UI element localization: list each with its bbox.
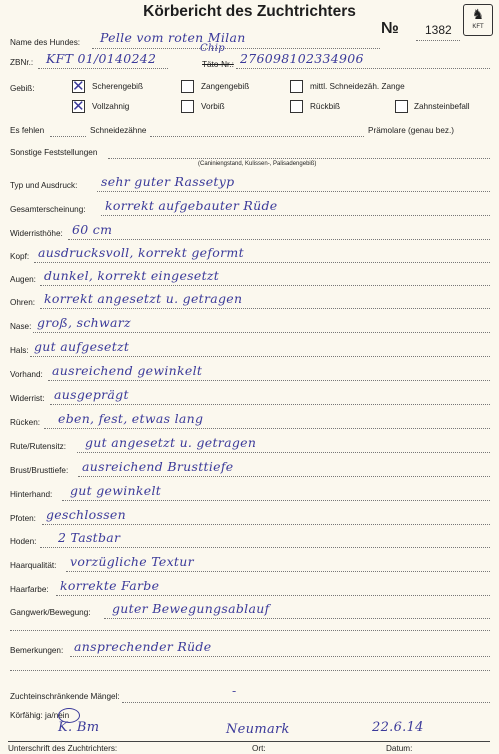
praemolare-label: Prämolare (genau bez.) xyxy=(368,126,455,135)
row-value-rute[interactable]: gut angesetzt u. getragen xyxy=(85,435,257,450)
sonstige-label: Sonstige Feststellungen xyxy=(10,148,98,157)
dog-name-value[interactable]: Pelle vom roten Milan xyxy=(100,30,246,45)
es-fehlen-label: Es fehlen xyxy=(10,126,45,135)
vollzahnig-checkbox[interactable] xyxy=(72,97,85,115)
row-label-augen: Augen: xyxy=(10,275,36,284)
sonstige-note: (Caniniengstand, Kulissen-, Palisadengebiß) xyxy=(198,161,317,167)
number-value: 1382 xyxy=(425,23,452,37)
row-label-brust: Brust/Brusttiefe: xyxy=(10,466,69,475)
row-value-ruecken[interactable]: eben, fest, etwas lang xyxy=(58,411,204,426)
zb-value[interactable]: KFT 01/0140242 xyxy=(46,51,157,66)
row-value-bemerkungen[interactable]: ansprechender Rüde xyxy=(74,639,212,654)
form-title: Körbericht des Zuchtrichters xyxy=(143,3,356,20)
row-label-rute: Rute/Rutensitz: xyxy=(10,442,66,451)
rueckbiss-label: Rückbiß xyxy=(310,102,341,111)
maengel-label: Zuchteinschränkende Mängel: xyxy=(10,692,120,701)
row-label-kopf: Kopf: xyxy=(10,252,30,261)
row-value-hinterhand[interactable]: gut gewinkelt xyxy=(70,483,162,498)
row-value-typ[interactable]: sehr guter Rassetyp xyxy=(101,174,235,189)
number-label: № xyxy=(381,20,399,37)
schneidezaehne-label: Schneidezähne xyxy=(90,126,147,135)
zb-label: ZBNr.: xyxy=(10,58,34,67)
check-mark-icon: ✕ xyxy=(72,77,85,95)
row-value-brust[interactable]: ausreichend Brusttiefe xyxy=(82,459,234,474)
row-label-haarfarbe: Haarfarbe: xyxy=(10,585,49,594)
datum-value[interactable]: 22.6.14 xyxy=(372,720,424,735)
row-label-nase: Nase: xyxy=(10,322,32,331)
signature-label: Unterschrift des Zuchtrichters: xyxy=(8,744,118,753)
chip-value[interactable]: 276098102334906 xyxy=(240,51,364,66)
mittl-schneidezaehne-checkbox[interactable] xyxy=(290,80,303,93)
row-label-widerrist: Widerrist: xyxy=(10,394,45,403)
row-value-haarqualitaet[interactable]: vorzügliche Textur xyxy=(70,554,194,569)
signature-value[interactable]: K. Bm xyxy=(58,720,100,735)
row-value-gangwerk[interactable]: guter Bewegungsablauf xyxy=(112,601,270,616)
row-value-augen[interactable]: dunkel, korrekt eingesetzt xyxy=(44,268,220,283)
row-label-gangwerk: Gangwerk/Bewegung: xyxy=(10,608,91,617)
scherengebiss-checkbox[interactable] xyxy=(72,77,85,95)
logo-text: KFT xyxy=(472,24,484,30)
scherengebiss-label: Scherengebiß xyxy=(92,82,143,91)
row-label-widerristhoehe: Widerristhöhe: xyxy=(10,229,63,238)
dog-name-label: Name des Hundes: xyxy=(10,38,81,47)
row-label-ohren: Ohren: xyxy=(10,298,36,307)
row-value-pfoten[interactable]: geschlossen xyxy=(46,507,126,522)
zangengebiss-checkbox[interactable] xyxy=(181,80,194,93)
kft-logo xyxy=(463,4,493,36)
row-label-bemerkungen: Bemerkungen: xyxy=(10,646,64,655)
row-value-widerristhoehe[interactable]: 60 cm xyxy=(72,222,113,237)
row-label-vorhand: Vorhand: xyxy=(10,370,43,379)
zangengebiss-label: Zangengebiß xyxy=(201,82,250,91)
vollzahnig-label: Vollzahnig xyxy=(92,102,130,111)
row-value-ohren[interactable]: korrekt angesetzt u. getragen xyxy=(44,291,243,306)
maengel-value[interactable]: - xyxy=(232,683,237,698)
row-label-hoden: Hoden: xyxy=(10,537,37,546)
row-label-hinterhand: Hinterhand: xyxy=(10,490,53,499)
gebiss-label: Gebiß: xyxy=(10,84,35,93)
ort-label: Ort: xyxy=(252,744,266,753)
tato-label: Täto-Nr.: xyxy=(202,60,234,69)
row-value-nase[interactable]: groß, schwarz xyxy=(37,315,131,330)
vorbiss-checkbox[interactable] xyxy=(181,100,194,113)
row-value-kopf[interactable]: ausdrucksvoll, korrekt geformt xyxy=(38,245,244,260)
zahnsteinbefall-checkbox[interactable] xyxy=(395,100,408,113)
zahnsteinbefall-label: Zahnsteinbefall xyxy=(414,102,470,111)
mittl-schneidezaehne-label: mittl. Schneidezäh. Zange xyxy=(310,82,405,91)
row-value-gesamterscheinung[interactable]: korrekt aufgebauter Rüde xyxy=(105,198,278,213)
chip-label: Chip xyxy=(200,43,225,54)
datum-label: Datum: xyxy=(386,744,413,753)
row-label-gesamterscheinung: Gesamterscheinung: xyxy=(10,205,86,214)
row-label-typ: Typ und Ausdruck: xyxy=(10,181,78,190)
row-value-vorhand[interactable]: ausreichend gewinkelt xyxy=(52,363,203,378)
ort-value[interactable]: Neumark xyxy=(226,722,290,737)
row-label-haarqualitaet: Haarqualität: xyxy=(10,561,57,570)
vorbiss-label: Vorbiß xyxy=(201,102,225,111)
rueckbiss-checkbox[interactable] xyxy=(290,100,303,113)
row-value-widerrist[interactable]: ausgeprägt xyxy=(54,387,129,402)
row-label-hals: Hals: xyxy=(10,346,29,355)
check-mark-icon: ✕ xyxy=(72,97,85,115)
row-label-pfoten: Pfoten: xyxy=(10,514,36,523)
dog-head-icon: ♞ xyxy=(471,6,485,22)
koerfaehig-label: Körfähig: ja/nein xyxy=(10,711,70,720)
row-label-ruecken: Rücken: xyxy=(10,418,41,427)
row-value-hoden[interactable]: 2 Tastbar xyxy=(58,530,121,545)
row-value-hals[interactable]: gut aufgesetzt xyxy=(34,339,130,354)
row-value-haarfarbe[interactable]: korrekte Farbe xyxy=(60,578,160,593)
